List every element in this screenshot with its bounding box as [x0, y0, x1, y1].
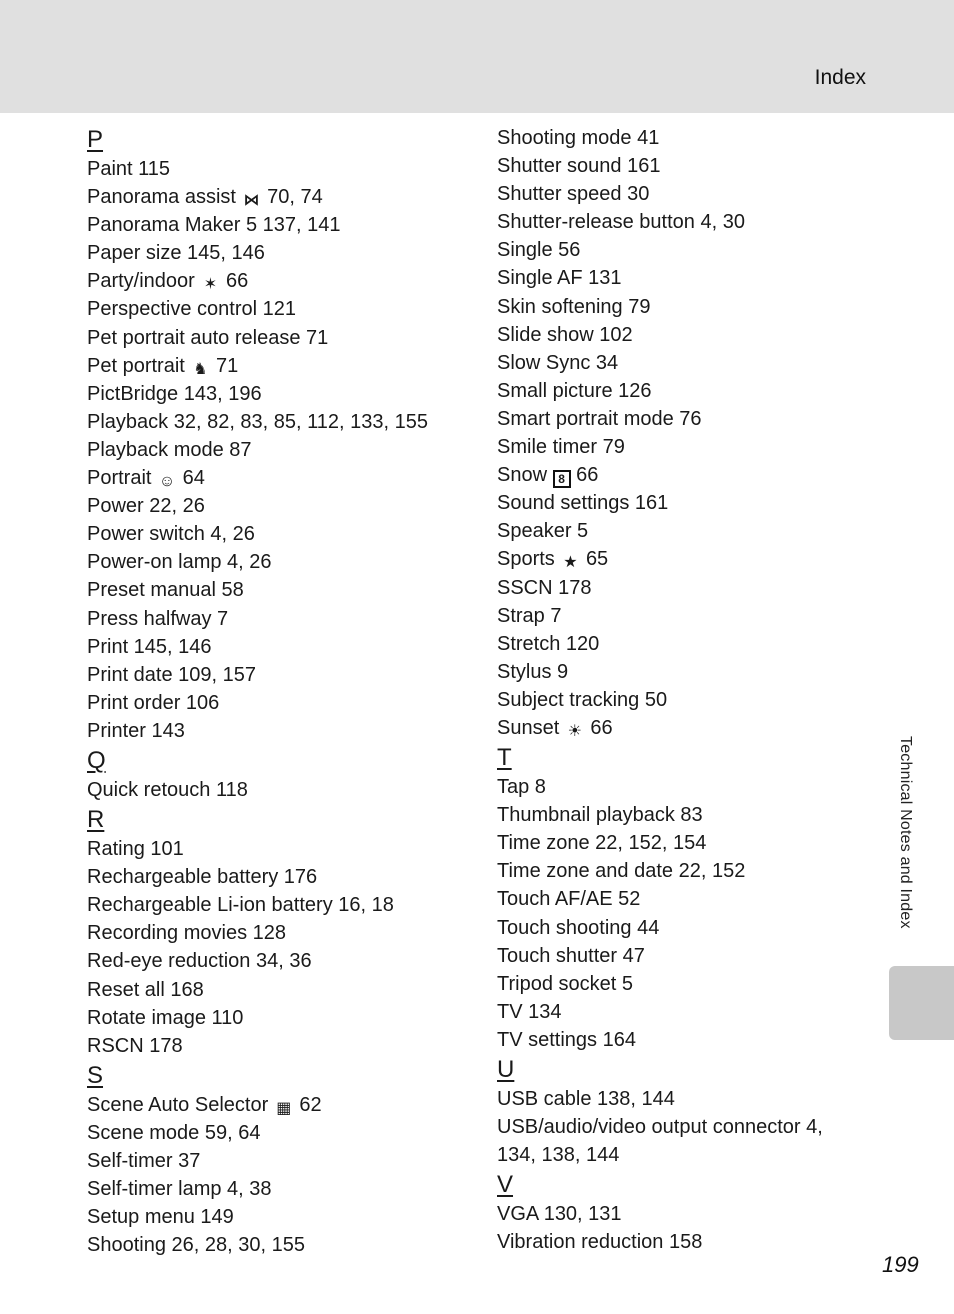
index-letter-heading: T [497, 744, 512, 772]
index-entry [87, 295, 477, 323]
index-entry-text: Portrait [87, 467, 152, 490]
index-entry [87, 408, 477, 436]
header-band [0, 0, 954, 113]
pet-portrait-icon: ♞ [193, 360, 208, 378]
index-entry [497, 124, 857, 152]
index-entry [497, 970, 857, 998]
index-entry-text: Power-on lamp 4, 26 [87, 551, 272, 574]
index-entry [497, 152, 857, 180]
index-entry-text: Setup menu 149 [87, 1206, 234, 1229]
index-entry [87, 155, 477, 183]
index-column-left [87, 124, 477, 1259]
index-entry-text: Pet portrait auto release 71 [87, 326, 329, 349]
section-side-label: Technical Notes and Index [897, 736, 914, 929]
index-entry-text: Paint 115 [87, 158, 171, 180]
index-entry [497, 942, 857, 970]
index-entry [497, 658, 857, 686]
index-entry [497, 801, 857, 829]
index-entry [497, 293, 857, 321]
index-entry-text: Red-eye reduction 34, 36 [87, 950, 312, 973]
index-entry-text: Shutter-release button 4, 30 [497, 211, 745, 234]
index-entry [497, 998, 857, 1026]
index-entry [87, 520, 477, 548]
index-entry-text: Single AF 131 [497, 267, 622, 290]
index-entry-text: SSCN 178 [497, 576, 592, 599]
index-entry-text: Subject tracking 50 [497, 688, 668, 711]
index-entry-text: USB/audio/video output connector 4, [497, 1116, 823, 1139]
index-entry [497, 914, 857, 942]
index-entry [87, 1091, 477, 1119]
index-entry-pages: 65 [585, 548, 609, 571]
index-entry [497, 1200, 857, 1228]
index-entry [497, 1228, 857, 1256]
index-entry-text: RSCN 178 [87, 1034, 183, 1057]
index-entry [497, 236, 857, 264]
index-entry [87, 380, 477, 408]
index-entry-text: Touch shutter 47 [497, 944, 645, 967]
index-letter-heading: S [87, 1061, 104, 1089]
index-entry-text: Reset all 168 [87, 978, 204, 1001]
index-entry [87, 947, 477, 975]
index-entry-text: Sunset [497, 716, 560, 739]
index-entry [87, 267, 477, 295]
index-entry-text: USB cable 138, 144 [497, 1088, 675, 1110]
index-entry [87, 183, 477, 211]
index-entry-text: Rotate image 110 [87, 1006, 244, 1029]
index-entry-text: 134, 138, 144 [497, 1144, 620, 1167]
portrait-icon: ☺ [158, 473, 176, 491]
index-entry-text: Playback mode 87 [87, 438, 252, 461]
index-entry-pages: 66 [576, 464, 599, 487]
index-entry-text: Self-timer lamp 4, 38 [87, 1178, 272, 1201]
index-entry [497, 857, 857, 885]
index-letter-heading: U [497, 1056, 515, 1083]
index-entry [497, 630, 857, 658]
index-entry-pages: 62 [299, 1093, 322, 1116]
index-entry-text: Shutter sound 161 [497, 155, 661, 178]
index-entry [87, 576, 477, 604]
index-entry-text: Rechargeable battery 176 [87, 866, 318, 889]
index-entry [497, 517, 857, 545]
index-entry-text: Snow [497, 464, 548, 487]
index-entry-text: Sound settings 161 [497, 492, 669, 515]
index-entry [87, 891, 477, 919]
index-entry-text: Pet portrait [87, 354, 185, 377]
index-entry [87, 464, 477, 492]
index-entry [87, 1032, 477, 1060]
index-entry [87, 835, 477, 863]
index-entry [87, 776, 477, 804]
index-entry-text: Tripod socket 5 [497, 972, 633, 995]
index-entry-text: Small picture 126 [497, 379, 652, 402]
index-entry-text: Quick retouch 118 [87, 778, 248, 801]
index-entry [497, 773, 857, 801]
index-entry-text: Press halfway 7 [87, 607, 229, 630]
index-entry [87, 548, 477, 576]
index-entry-text: Tap 8 [497, 776, 546, 799]
index-entry [497, 321, 857, 349]
index-entry-text: Shooting mode 41 [497, 127, 660, 149]
party-indoor-icon: ✶ [203, 276, 218, 294]
index-entry [87, 1203, 477, 1231]
index-entry-text: Recording movies 128 [87, 922, 286, 945]
index-entry-text: Paper size 145, 146 [87, 242, 265, 265]
index-entry [497, 1113, 857, 1141]
index-entry [497, 180, 857, 208]
index-entry-text: Stretch 120 [497, 632, 600, 655]
index-entry [87, 633, 477, 661]
index-entry-text: Slide show 102 [497, 323, 633, 346]
section-tab [889, 966, 954, 1040]
index-entry [497, 377, 857, 405]
index-entry-text: Single 56 [497, 239, 581, 262]
index-entry-text: Slow Sync 34 [497, 351, 619, 374]
index-letter-heading: V [497, 1171, 514, 1199]
index-entry [497, 1085, 857, 1113]
index-entry-text: Smart portrait mode 76 [497, 407, 702, 430]
index-entry-text: Self-timer 37 [87, 1150, 201, 1172]
index-entry [87, 976, 477, 1004]
index-entry [497, 208, 857, 236]
index-entry [87, 661, 477, 689]
index-entry [87, 1004, 477, 1032]
index-entry [497, 405, 857, 433]
panorama-icon: ⋈ [243, 192, 260, 210]
index-entry [87, 1175, 477, 1203]
index-entry [87, 1147, 477, 1175]
index-entry-text: Shooting 26, 28, 30, 155 [87, 1234, 305, 1257]
index-entry [497, 686, 857, 714]
index-entry [87, 717, 477, 745]
page-number: 199 [882, 1252, 919, 1277]
index-entry-text: Time zone 22, 152, 154 [497, 832, 707, 855]
index-entry [87, 436, 477, 464]
index-entry-text: Power 22, 26 [87, 495, 205, 518]
index-entry-text: Vibration reduction 158 [497, 1231, 703, 1254]
index-entry [497, 433, 857, 461]
index-entry-pages: 66 [590, 716, 613, 739]
sunset-icon: ☀ [567, 722, 582, 740]
index-entry-text: Print date 109, 157 [87, 663, 257, 686]
index-entry-text: Stylus 9 [497, 660, 569, 683]
index-entry [87, 211, 477, 239]
index-entry-text: TV 134 [497, 1000, 562, 1023]
index-entry-text: TV settings 164 [497, 1028, 636, 1051]
index-entry [87, 605, 477, 633]
index-entry-text: Perspective control 121 [87, 298, 297, 321]
index-entry-text: PictBridge 143, 196 [87, 382, 262, 405]
index-entry-text: Shutter speed 30 [497, 183, 650, 206]
index-entry [497, 264, 857, 292]
index-entry [87, 863, 477, 891]
index-entry-pages: 66 [225, 270, 249, 293]
index-letter-heading: P [87, 126, 104, 153]
page-title: Index [814, 66, 866, 89]
index-entry [497, 461, 857, 489]
index-entry [87, 239, 477, 267]
index-entry [497, 574, 857, 602]
index-entry-text: Panorama Maker 5 137, 141 [87, 214, 341, 237]
index-entry-text: Skin softening 79 [497, 295, 651, 318]
index-entry [87, 324, 477, 352]
index-entry [497, 1141, 857, 1169]
index-entry-text: Scene Auto Selector [87, 1093, 269, 1116]
index-entry [87, 352, 477, 380]
index-entry-text: Rating 101 [87, 838, 184, 861]
index-entry-text: Playback 32, 82, 83, 85, 112, 133, 155 [87, 410, 428, 433]
index-entry-text: Thumbnail playback 83 [497, 804, 703, 827]
index-entry-text: Print order 106 [87, 691, 220, 714]
index-entry-text: Printer 143 [87, 719, 185, 742]
index-entry-text: Speaker 5 [497, 520, 589, 543]
index-entry-text: Scene mode 59, 64 [87, 1121, 261, 1144]
index-letter-heading: R [87, 806, 105, 834]
index-entry [497, 1026, 857, 1054]
index-column-right [497, 124, 857, 1256]
index-entry [87, 492, 477, 520]
index-letter-heading: Q [87, 746, 106, 774]
index-entry-text: Print 145, 146 [87, 635, 212, 658]
index-entry-text: VGA 130, 131 [497, 1203, 622, 1226]
index-entry-text: Strap 7 [497, 604, 562, 627]
index-entry-text: Preset manual 58 [87, 579, 244, 602]
index-entry [87, 919, 477, 947]
index-entry [497, 829, 857, 857]
scene-auto-selector-icon: ▦ [276, 1099, 292, 1117]
index-entry-text: Touch shooting 44 [497, 916, 660, 939]
index-entry-text: Smile timer 79 [497, 436, 625, 459]
index-entry [497, 602, 857, 630]
index-entry [497, 489, 857, 517]
index-entry-text: Time zone and date 22, 152 [497, 860, 746, 883]
index-entry [497, 885, 857, 913]
index-entry-pages: 64 [182, 467, 205, 490]
index-entry [87, 689, 477, 717]
index-entry [497, 714, 857, 742]
index-entry [87, 1231, 477, 1259]
index-entry [497, 349, 857, 377]
index-entry-text: Party/indoor [87, 270, 195, 293]
index-entry [87, 1119, 477, 1147]
index-entry-text: Sports [497, 548, 555, 571]
index-entry-pages: 70, 74 [267, 186, 323, 209]
sports-icon: ★ [563, 554, 578, 572]
index-entry [497, 545, 857, 573]
index-entry-text: Touch AF/AE 52 [497, 888, 641, 911]
index-entry-text: Panorama assist [87, 186, 236, 209]
index-entry-text: Rechargeable Li-ion battery 16, 18 [87, 894, 394, 917]
snow-icon: 8 [553, 470, 571, 488]
index-entry-text: Power switch 4, 26 [87, 523, 255, 546]
index-entry-pages: 71 [215, 354, 239, 377]
